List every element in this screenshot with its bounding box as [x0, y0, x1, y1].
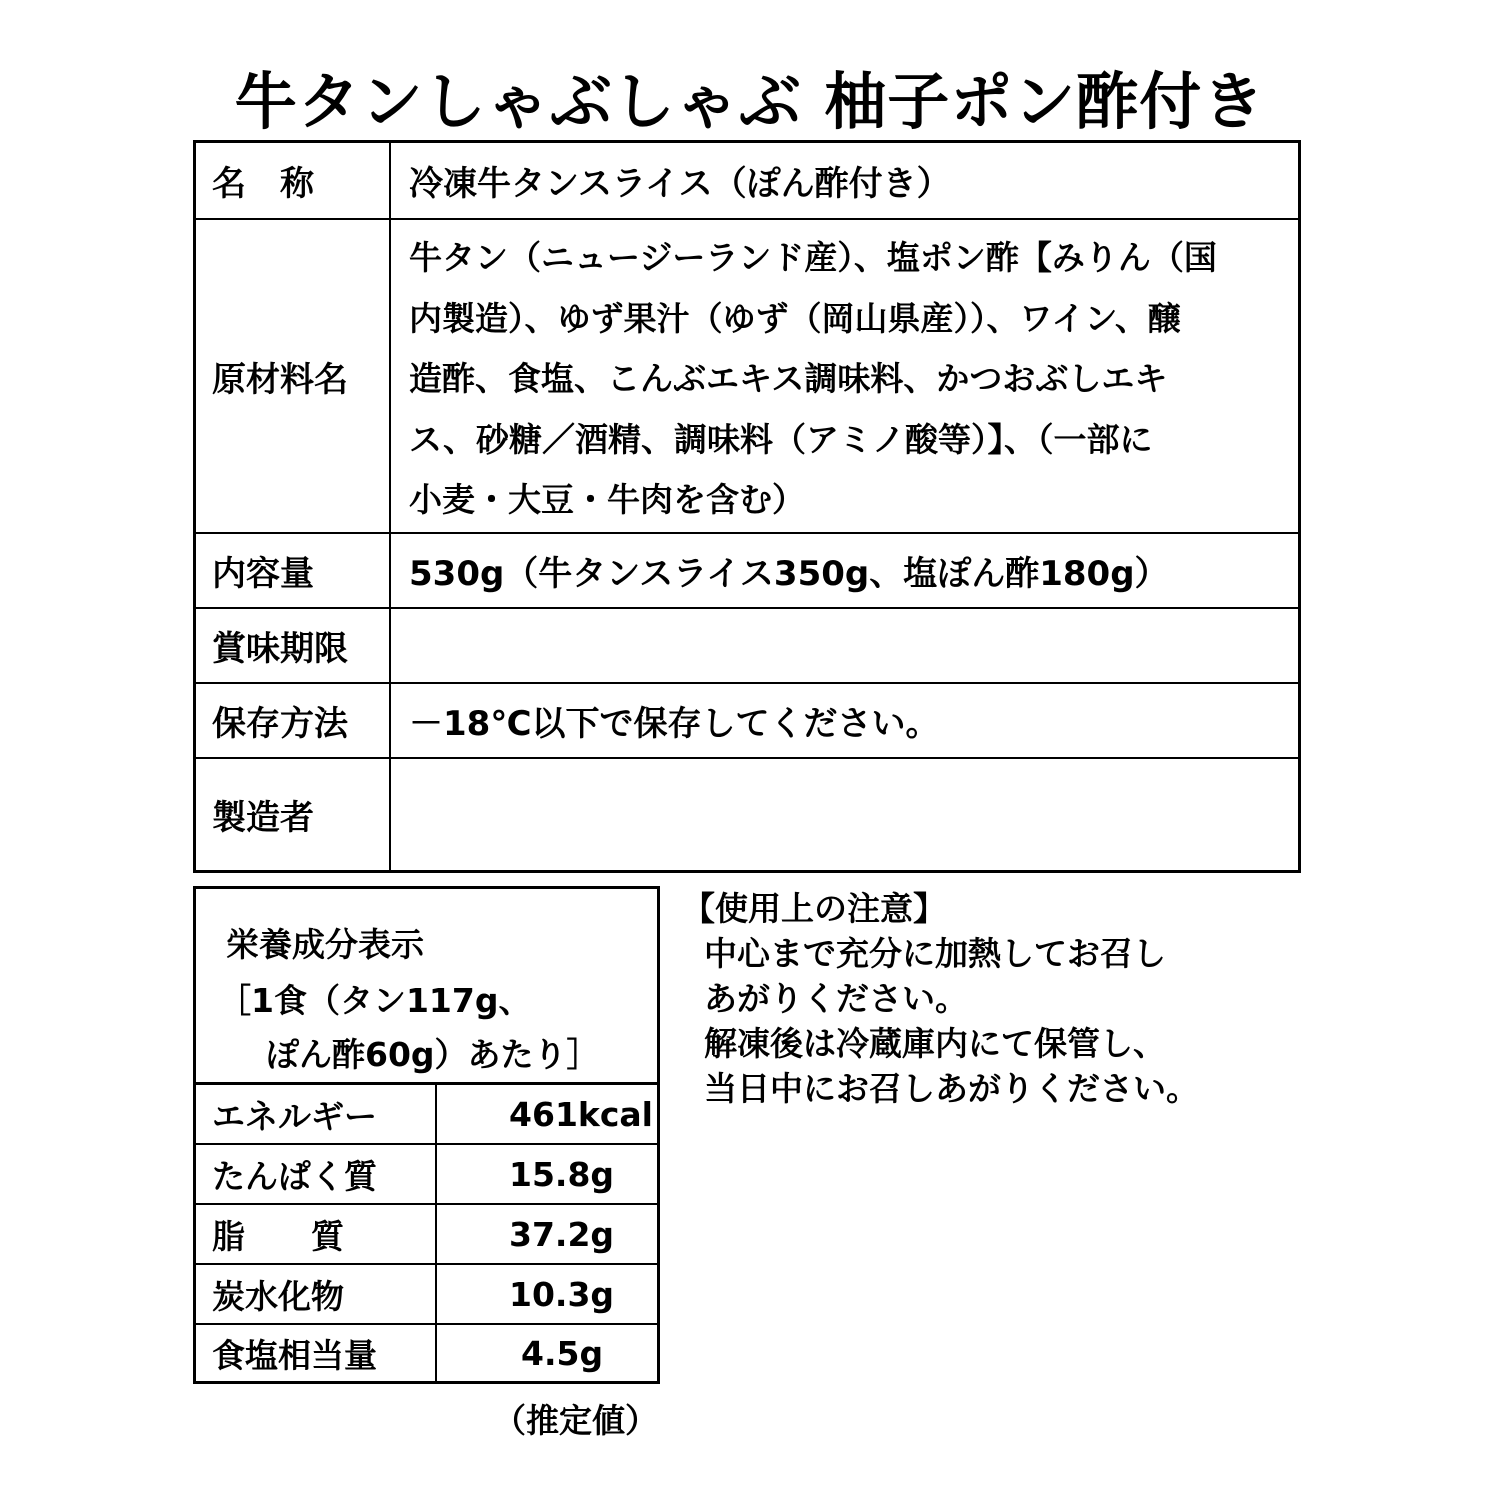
label-value-best-before: [391, 609, 1298, 682]
ingredients-line: 牛タン（ニュージーランド産）、塩ポン酢【みりん（国: [409, 238, 1217, 277]
nutrition-title: 栄養成分表示: [226, 925, 424, 964]
ingredients-line: 造酢、食塩、こんぶエキス調味料、かつおぶしエキ: [409, 359, 1168, 398]
label-row-best-before: [196, 609, 1298, 684]
label-value-ingredients: [391, 220, 1298, 532]
label-value-name: 冷凍牛タンスライス（ぽん酢付き）: [409, 164, 951, 204]
nutrient-value: 10.3g: [509, 1274, 615, 1314]
label-header-manufacturer: 製造者: [196, 759, 391, 870]
label-value-storage: －18℃以下で保存してください。: [409, 704, 940, 744]
nutrient-value: 15.8g: [509, 1154, 615, 1194]
nutrient-value: 4.5g: [521, 1333, 604, 1373]
label-header-best-before: 賞味期限: [196, 609, 391, 682]
nutrient-name: エネルギー: [196, 1085, 437, 1143]
nutrition-basis-line2: ぽん酢60g）あたり］: [266, 1035, 600, 1074]
nutrition-row-protein: [196, 1145, 657, 1205]
caution-line: あがりください。: [704, 979, 968, 1018]
nutrient-name: たんぱく質: [196, 1145, 437, 1203]
product-label-table: [193, 140, 1301, 873]
ingredients-line: 小麦・大豆・牛肉を含む）: [409, 480, 805, 519]
nutrition-header: [196, 889, 657, 1085]
nutrition-facts-box: [193, 886, 660, 1384]
nutrient-value: 461kcal: [509, 1094, 653, 1134]
label-row-ingredients: [196, 220, 1298, 534]
label-value-manufacturer: [391, 759, 1298, 870]
label-row-manufacturer: [196, 759, 1298, 870]
label-row-storage: [196, 684, 1298, 759]
nutrient-name: 食塩相当量: [196, 1325, 437, 1381]
usage-caution: [682, 886, 1199, 1111]
caution-line: 中心まで充分に加熱してお召し: [704, 934, 1166, 973]
label-header-ingredients: 原材料名: [196, 220, 391, 532]
product-title: 牛タンしゃぶしゃぶ 柚子ポン酢付き: [234, 65, 1266, 138]
caution-line: 解凍後は冷蔵庫内にて保管し、: [704, 1024, 1166, 1063]
ingredients-line: ス、砂糖／酒精、調味料（アミノ酸等）】、（一部に: [409, 419, 1153, 459]
nutrient-value: 37.2g: [509, 1214, 615, 1254]
nutrient-name: 脂 質: [196, 1205, 437, 1263]
label-header-content: 内容量: [196, 534, 391, 607]
nutrition-basis-line1: ［1食（タン117g、: [218, 981, 532, 1020]
label-row-name: [196, 143, 1298, 220]
nutrition-row-fat: [196, 1205, 657, 1265]
label-row-content: [196, 534, 1298, 609]
ingredients-line: 内製造）、ゆず果汁（ゆず（岡山県産））、ワイン、醸: [409, 298, 1181, 338]
label-header-name: 名 称: [196, 143, 391, 218]
nutrition-estimate-note: （推定値）: [493, 1401, 658, 1440]
nutrition-row-carbohydrate: [196, 1265, 657, 1325]
nutrient-name: 炭水化物: [196, 1265, 437, 1323]
label-value-content: 530g（牛タンスライス350g、塩ぽん酢180g）: [409, 554, 1169, 594]
caution-heading: 【使用上の注意】: [682, 889, 946, 928]
nutrition-row-salt: [196, 1325, 657, 1381]
nutrition-row-energy: [196, 1085, 657, 1145]
caution-line: 当日中にお召しあがりください。: [704, 1069, 1199, 1108]
label-header-storage: 保存方法: [196, 684, 391, 757]
